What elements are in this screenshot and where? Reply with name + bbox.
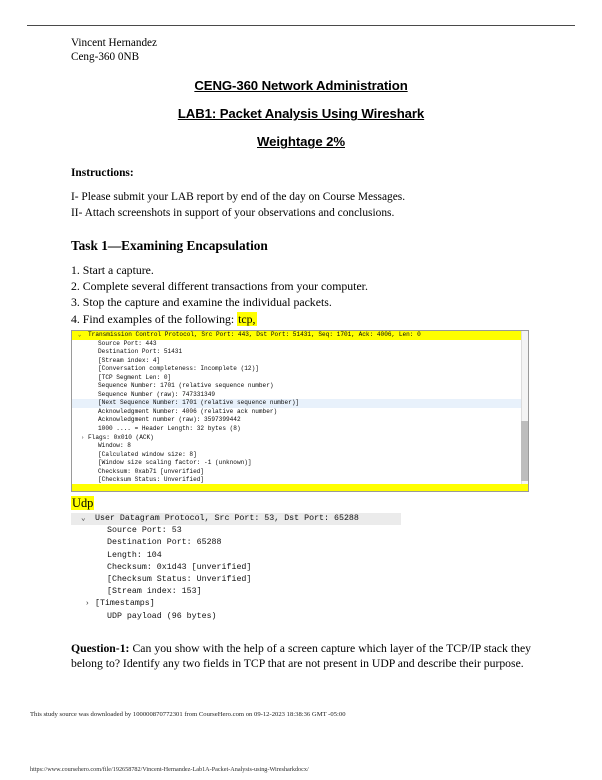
udp-highlight: Udp <box>72 496 94 510</box>
task1-heading: Task 1—Examining Encapsulation <box>71 237 268 253</box>
tcp-flags-text: Flags: 0x010 (ACK) <box>88 433 154 441</box>
question-1-text: Can you show with the help of a screen capture which layer of the TCP/IP stack they belong to? Identify any two fields in TCP that are not present in UDP and describe their purpose. <box>71 642 531 671</box>
tcp-field-row: 1000 .... = Header Length: 32 bytes (8) <box>98 425 241 433</box>
header-divider <box>27 25 575 26</box>
tcp-field-row: [Window size scaling factor: -1 (unknown)] <box>98 459 252 467</box>
chevron-right-icon: › <box>85 600 90 609</box>
chevron-down-icon: ⌄ <box>81 515 86 523</box>
tcp-field-row: [Conversation completeness: Incomplete (12)] <box>98 365 259 373</box>
tcp-field-row: Sequence Number (raw): 747331349 <box>98 390 216 398</box>
udp-field-row: [Checksum Status: Unverified] <box>107 575 252 585</box>
tcp-next-sequence-row: [Next Sequence Number: 1701 (relative sequence number)] <box>72 399 528 408</box>
udp-payload-row: UDP payload (96 bytes) <box>107 611 217 621</box>
udp-timestamps-text: [Timestamps] <box>95 599 155 609</box>
tcp-highlight: tcp, <box>238 311 256 326</box>
tcp-protocol-header-text: Transmission Control Protocol, Src Port: 443, Dst Port: 51431, Seq: 1701, Ack: 4006, Len: 0 <box>88 331 421 338</box>
tcp-capture-screenshot <box>71 330 529 492</box>
chevron-right-icon: › <box>81 434 85 441</box>
udp-protocol-header-row <box>71 513 401 525</box>
task1-step-2: 2. Complete several different transactions from your computer. <box>71 279 368 294</box>
task1-step-4 <box>71 311 531 327</box>
tcp-flags-row <box>72 434 528 443</box>
student-course-section: Ceng-360 0NB <box>71 51 140 64</box>
lab-title: LAB1: Packet Analysis Using Wireshark <box>177 106 425 122</box>
udp-field-row: Destination Port: 65288 <box>107 538 222 548</box>
tcp-field-row: Source Port: 443 <box>98 339 157 347</box>
udp-field-row: Source Port: 53 <box>107 526 182 536</box>
udp-field-row: Checksum: 0x1d43 [unverified] <box>107 562 252 572</box>
task1-step-3: 3. Stop the capture and examine the individual packets. <box>71 295 332 310</box>
tcp-field-row: [Checksum Status: Unverified] <box>98 476 205 484</box>
tcp-pane-scrollbar-thumb[interactable] <box>521 421 528 482</box>
source-url: https://www.coursehero.com/file/192658782/Vincent-Hernandez-Lab1A-Packet-Analysis-using-Wiresharkdocx/ <box>30 766 309 773</box>
weightage-title: Weightage 2% <box>257 134 345 150</box>
page-title: CENG-360 Network Administration <box>194 78 408 94</box>
udp-timestamps-row <box>71 598 401 610</box>
document-content <box>71 36 531 672</box>
task1-step-4-text: 4. Find examples of the following: <box>71 311 238 326</box>
tcp-protocol-header-row <box>72 331 528 340</box>
chevron-down-icon: ⌄ <box>78 332 82 338</box>
instructions-list <box>71 190 531 220</box>
tcp-pane-scrollbar[interactable] <box>521 331 528 491</box>
student-name: Vincent Hernandez <box>71 37 157 49</box>
download-footer-note: This study source was downloaded by 100000870772301 from CourseHero.com on 09-12-2023 18:38:36 GMT -05:00 <box>30 711 346 718</box>
task1-step-1: 1. Start a capture. <box>71 262 154 277</box>
tcp-field-row: Window: 8 <box>98 442 131 450</box>
tcp-field-row: Acknowledgment Number: 4006 (relative ack number) <box>98 407 278 415</box>
question-1-label: Question-1: <box>71 642 130 655</box>
udp-capture-screenshot <box>71 513 401 636</box>
question-1 <box>71 641 531 672</box>
byline <box>71 36 531 64</box>
udp-protocol-header-text: User Datagram Protocol, Src Port: 53, Dst Port: 65288 <box>95 514 359 523</box>
tcp-pane-bottom-highlight <box>72 484 528 491</box>
document-titles <box>71 78 531 149</box>
instructions-heading: Instructions: <box>71 167 134 180</box>
tcp-field-row: [Calculated window size: 8] <box>98 450 197 458</box>
instruction-item-2: II- Attach screenshots in support of your observations and conclusions. <box>71 206 395 219</box>
tcp-field-row: Checksum: 0xab71 [unverified] <box>98 467 205 475</box>
udp-field-row: Length: 104 <box>107 550 162 560</box>
tcp-field-row: Sequence Number: 1701 (relative sequence number) <box>98 382 274 390</box>
tcp-field-row: Destination Port: 51431 <box>98 348 183 356</box>
tcp-field-row: [TCP Segment Len: 0] <box>98 373 172 381</box>
udp-field-row: [Stream index: 153] <box>107 587 202 597</box>
instruction-item-1: I- Please submit your LAB report by end of the day on Course Messages. <box>71 191 406 204</box>
udp-label <box>71 496 531 511</box>
tcp-field-row: [Stream index: 4] <box>98 356 161 364</box>
task1-steps <box>71 262 531 327</box>
tcp-field-row: Acknowledgment number (raw): 3597399442 <box>98 416 241 424</box>
